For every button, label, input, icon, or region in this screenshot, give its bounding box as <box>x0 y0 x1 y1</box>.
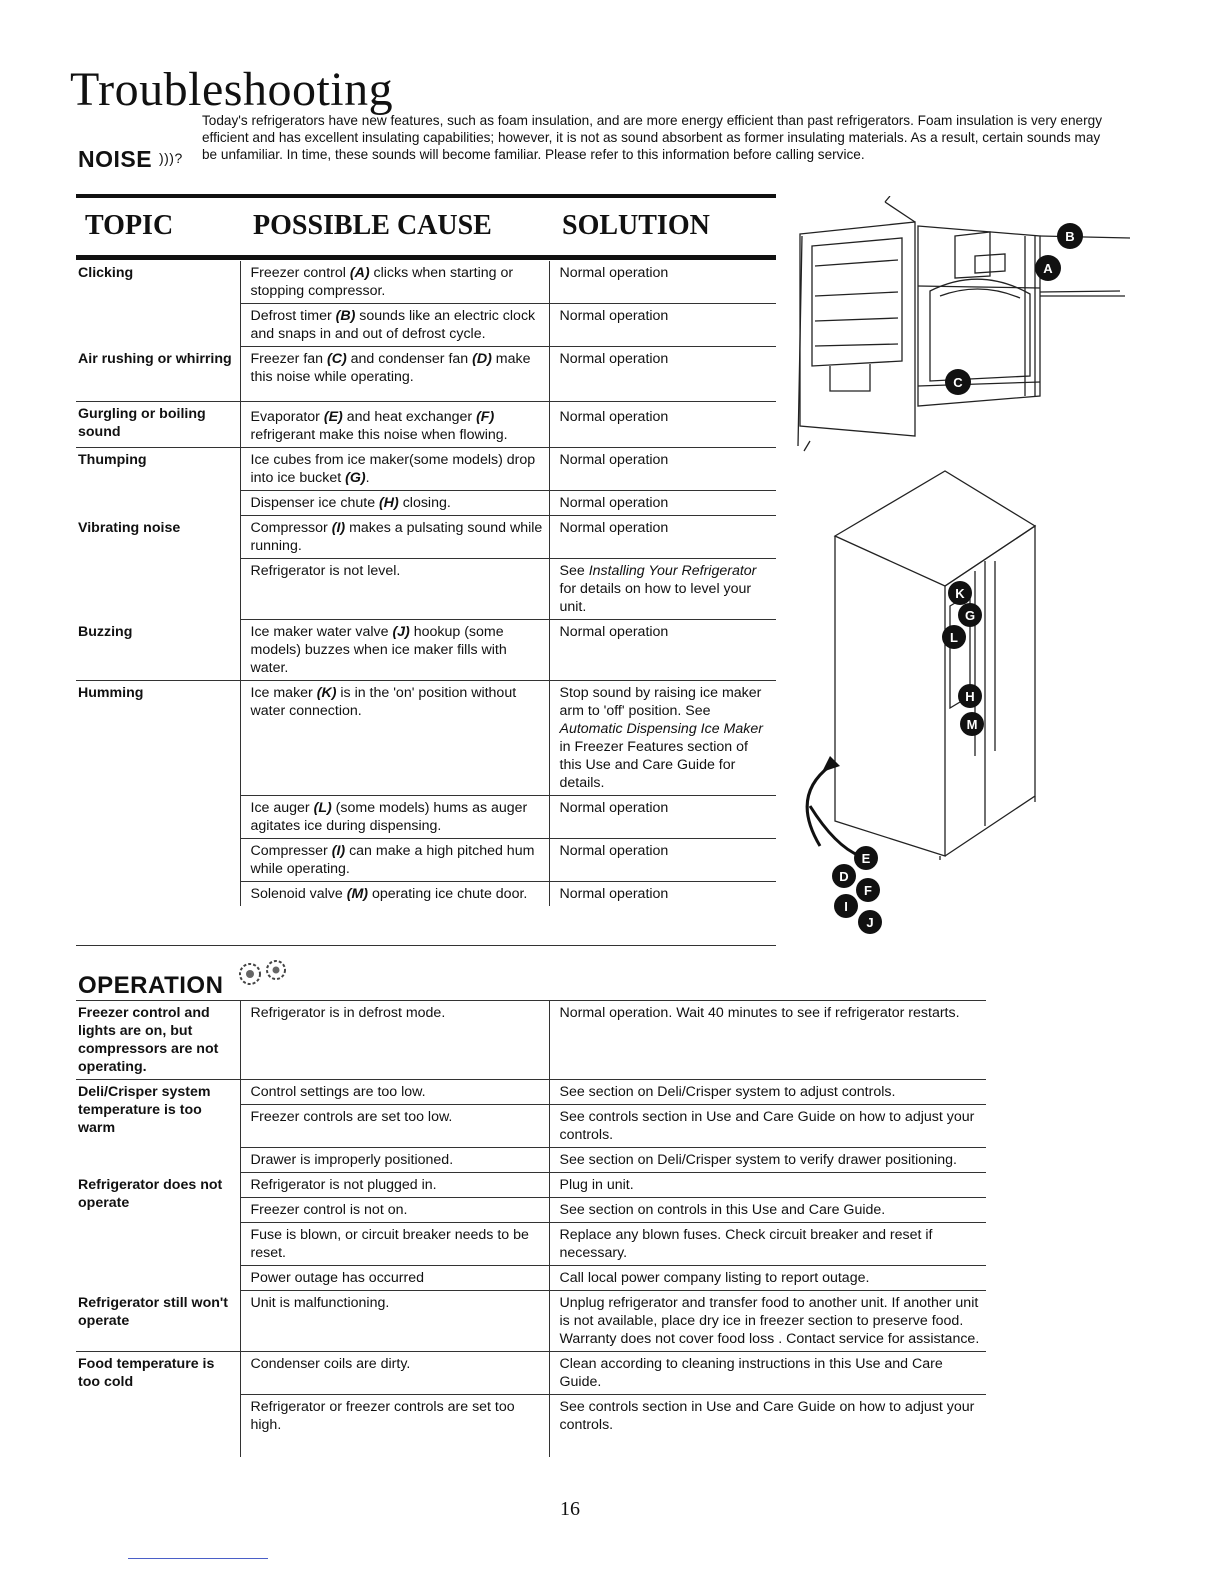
cause-cell: Freezer control (A) clicks when starting or stopping compressor. <box>240 261 549 304</box>
solution-cell: Stop sound by raising ice maker arm to 'off' position. See Automatic Dispensing Ice Maker in Freezer Features section of this Use and Care Guide for details. <box>549 681 776 796</box>
cause-cell: Condenser coils are dirty. <box>240 1352 549 1395</box>
cause-cell: Compressor (I) makes a pulsating sound while running. <box>240 516 549 559</box>
solution-cell: Normal operation <box>549 839 776 882</box>
solution-cell: Normal operation <box>549 448 776 491</box>
exterior-illustration <box>790 466 1070 946</box>
table-row <box>76 1352 986 1395</box>
solution-cell: Normal operation <box>549 261 776 304</box>
svg-text:M: M <box>966 717 978 732</box>
table-row <box>76 1173 986 1198</box>
topic-refrigerator-still-wont-operate: Refrigerator still won't operate <box>76 1291 240 1352</box>
cause-cell: Defrost timer (B) sounds like an electric clock and snaps in and out of defrost cycle. <box>240 304 549 347</box>
cause-cell: Drawer is improperly positioned. <box>240 1148 549 1173</box>
solution-cell: Normal operation. Wait 40 minutes to see if refrigerator restarts. <box>549 1001 986 1080</box>
svg-text:L: L <box>950 630 958 645</box>
top-rule <box>76 194 776 198</box>
svg-text:F: F <box>864 883 872 898</box>
header-rule <box>76 255 776 260</box>
svg-text:A: A <box>1043 261 1053 276</box>
page-title: Troubleshooting <box>70 63 394 116</box>
intro-paragraph: Today's refrigerators have new features, such as foam insulation, and are more energy efficient than past refrigerators. Foam insulation is very energy efficient and has excellent insulating capabilities; however, it is not as sound absorbent as former insulating materials. As a result, certain sounds may be unfamiliar. In time, these sounds will become familiar. Please refer to this information before calling service. <box>202 113 1102 162</box>
freezer-door-outline <box>800 222 915 436</box>
solution-cell: Unplug refrigerator and transfer food to another unit. If another unit is not available, place dry ice in freezer section to preserve food. Warranty does not cover food loss . Contact service for assistance. <box>549 1291 986 1352</box>
solution-cell: Replace any blown fuses. Check circuit breaker and reset if necessary. <box>549 1223 986 1266</box>
solution-cell: Normal operation <box>549 882 776 907</box>
gears-icon <box>228 956 300 997</box>
topic-humming: Humming <box>78 685 144 701</box>
table-row <box>76 1001 986 1080</box>
noise-section-label <box>78 146 183 173</box>
table-row <box>76 1291 986 1352</box>
topic-gurgling: Gurgling or boiling sound <box>76 402 240 448</box>
badge-d <box>832 864 856 888</box>
svg-text:D: D <box>839 869 849 884</box>
solution-cell: Normal operation <box>549 796 776 839</box>
table-row <box>76 402 776 448</box>
solution-cell: See controls section in Use and Care Guide on how to adjust your controls. <box>549 1395 986 1458</box>
footer-link-line <box>128 1558 268 1559</box>
topic-food-too-cold: Food temperature is too cold <box>78 1356 215 1390</box>
page-number: 16 <box>560 1498 580 1520</box>
solution-cell: Call local power company listing to report outage. <box>549 1266 986 1291</box>
solution-cell: Normal operation <box>549 491 776 516</box>
solution-cell: Plug in unit. <box>549 1173 986 1198</box>
cause-cell: Ice auger (L) (some models) hums as auger agitates ice during dispensing. <box>240 796 549 839</box>
noise-label-text: NOISE <box>78 146 153 172</box>
badge-h <box>958 684 982 708</box>
solution-cell: See controls section in Use and Care Guide on how to adjust your controls. <box>549 1105 986 1148</box>
badge-m <box>960 712 984 736</box>
badge-a <box>1035 255 1061 281</box>
table-row <box>76 681 776 796</box>
table-row <box>76 448 776 491</box>
noise-table-bottom-rule <box>76 945 776 946</box>
fridge-top <box>835 471 1035 586</box>
interior-illustration <box>790 196 1130 466</box>
badge-f <box>856 878 880 902</box>
noise-troubleshooting-table <box>76 261 776 906</box>
cause-cell: Freezer control is not on. <box>240 1198 549 1223</box>
operation-heading: OPERATION <box>78 972 224 999</box>
badge-i <box>834 894 858 918</box>
solution-cell: See section on Deli/Crisper system to adjust controls. <box>549 1080 986 1105</box>
table-row <box>76 347 776 402</box>
cause-cell: Dispenser ice chute (H) closing. <box>240 491 549 516</box>
cause-cell: Ice cubes from ice maker(some models) drop into ice bucket (G). <box>240 448 549 491</box>
topic-vibrating: Vibrating noise <box>78 519 181 536</box>
solution-cell: Clean according to cleaning instructions in this Use and Care Guide. <box>549 1352 986 1395</box>
cause-cell: Refrigerator is in defrost mode. <box>240 1001 549 1080</box>
svg-text:J: J <box>866 915 874 930</box>
badge-g <box>958 603 982 627</box>
cause-cell: Ice maker (K) is in the 'on' position without water connection. <box>240 681 549 796</box>
solution-cell: See section on Deli/Crisper system to verify drawer positioning. <box>549 1148 986 1173</box>
cause-cell: Evaporator (E) and heat exchanger (F) refrigerant make this noise when flowing. <box>240 402 549 448</box>
sound-waves-icon: )))? <box>158 150 183 166</box>
cause-cell: Solenoid valve (M) operating ice chute door. <box>240 882 549 907</box>
topic-freezer-control: Freezer control and lights are on, but compressors are not operating. <box>76 1001 240 1080</box>
badge-e <box>854 846 878 870</box>
cause-cell: Ice maker water valve (J) hookup (some models) buzzes when ice maker fills with water. <box>240 620 549 681</box>
table-row <box>76 516 776 559</box>
badge-l <box>942 625 966 649</box>
cause-cell: Refrigerator is not level. <box>240 559 549 620</box>
cause-cell: Refrigerator is not plugged in. <box>240 1173 549 1198</box>
badge-k <box>948 581 972 605</box>
solution-cell: See Installing Your Refrigerator for details on how to level your unit. <box>549 559 776 620</box>
topic-thumping: Thumping <box>78 452 147 468</box>
cause-cell: Freezer fan (C) and condenser fan (D) make this noise while operating. <box>240 347 549 402</box>
cause-cell: Power outage has occurred <box>240 1266 549 1291</box>
topic-deli-crisper: Deli/Crisper system temperature is too warm <box>78 1084 211 1136</box>
svg-text:I: I <box>844 899 848 914</box>
solution-cell: Normal operation <box>549 516 776 559</box>
cause-cell: Refrigerator or freezer controls are set too high. <box>240 1395 549 1458</box>
badge-c <box>945 369 971 395</box>
solution-cell: Normal operation <box>549 620 776 681</box>
table-row <box>76 620 776 681</box>
solution-cell: See section on controls in this Use and Care Guide. <box>549 1198 986 1223</box>
table-row <box>76 1080 986 1105</box>
solution-cell: Normal operation <box>549 402 776 448</box>
table-row <box>76 261 776 304</box>
topic-buzzing: Buzzing <box>76 620 240 681</box>
svg-text:E: E <box>861 851 871 866</box>
svg-text:K: K <box>955 586 965 601</box>
column-header-possible-cause: POSSIBLE CAUSE <box>253 210 492 241</box>
cause-cell: Compresser (I) can make a high pitched hum while operating. <box>240 839 549 882</box>
svg-text:B: B <box>1065 229 1075 244</box>
operation-troubleshooting-table <box>76 1001 986 1457</box>
topic-refrigerator-does-not-operate: Refrigerator does not operate <box>78 1176 223 1211</box>
cause-cell: Freezer controls are set too low. <box>240 1105 549 1148</box>
solution-cell: Normal operation <box>549 304 776 347</box>
refrigerator-interior-diagram <box>790 196 1130 466</box>
svg-text:C: C <box>953 375 963 390</box>
topic-air-rushing: Air rushing or whirring <box>76 347 240 402</box>
column-header-solution: SOLUTION <box>562 210 710 241</box>
solution-cell: Normal operation <box>549 347 776 402</box>
refrigerator-exterior-diagram <box>790 466 1070 946</box>
svg-text:G: G <box>964 608 976 623</box>
cause-cell: Unit is malfunctioning. <box>240 1291 549 1352</box>
svg-text:H: H <box>965 689 975 704</box>
cause-cell: Fuse is blown, or circuit breaker needs to be reset. <box>240 1223 549 1266</box>
badge-b <box>1057 223 1083 249</box>
badge-j <box>858 910 882 934</box>
topic-clicking: Clicking <box>78 265 134 281</box>
cause-cell: Control settings are too low. <box>240 1080 549 1105</box>
column-header-topic: TOPIC <box>85 210 174 241</box>
